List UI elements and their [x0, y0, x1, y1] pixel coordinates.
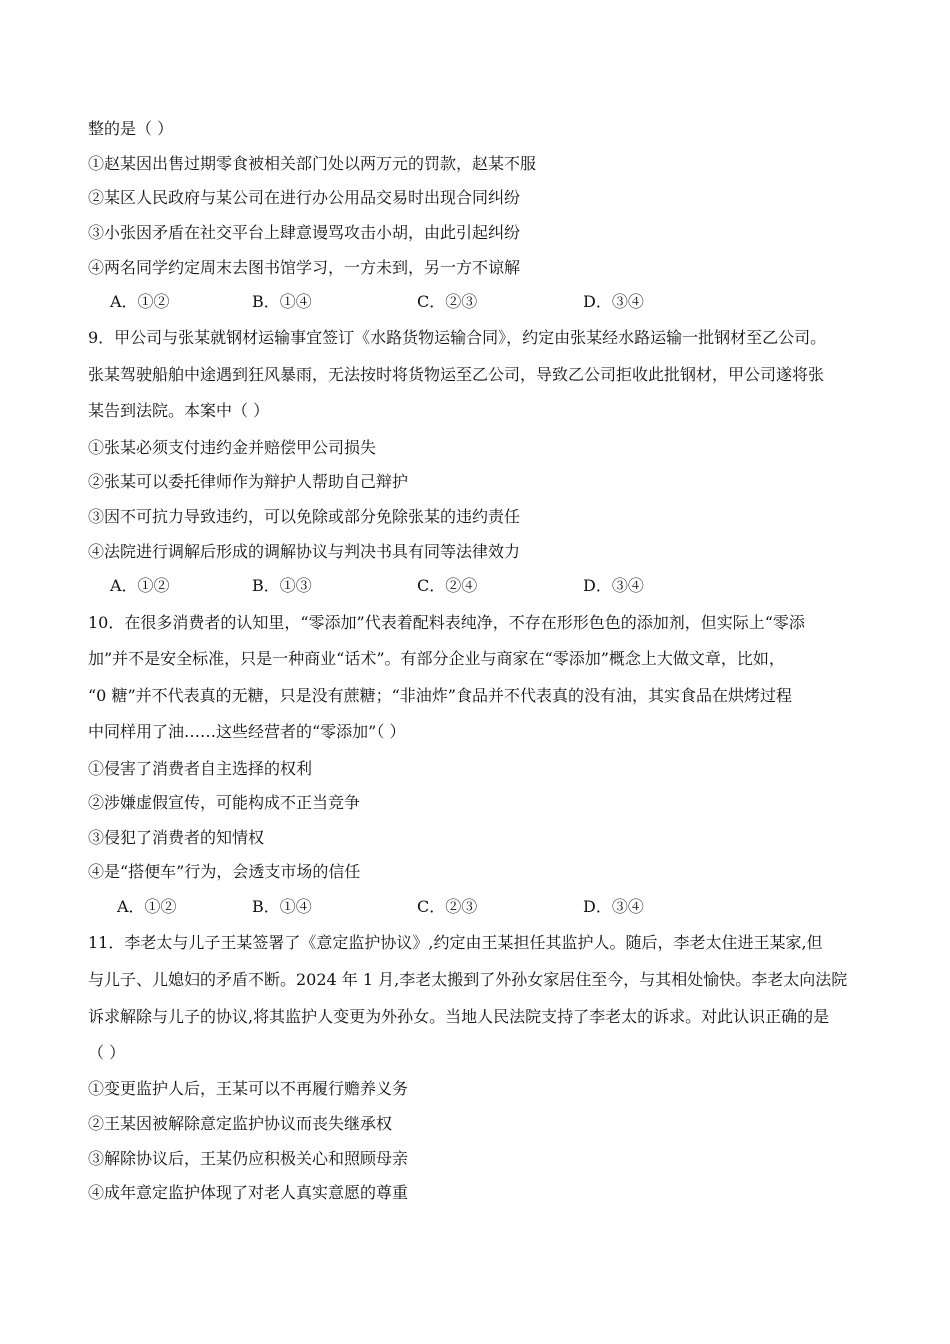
- q9-item-2: ②张某可以委托律师作为辩护人帮助自己辩护: [88, 472, 409, 491]
- q8-item-1: ①赵某因出售过期零食被相关部门处以两万元的罚款，赵某不服: [88, 154, 537, 173]
- q9-stem-line-2: 张某驾驶船舶中途遇到狂风暴雨，无法按时将货物运至乙公司，导致乙公司拒收此批钢材，甲公司遂将张: [88, 365, 825, 384]
- q9-option-b: B．①③: [252, 576, 312, 595]
- q10-item-1: ①侵害了消费者自主选择的权利: [88, 759, 313, 778]
- q11-item-2: ②王某因被解除意定监护协议而丧失继承权: [88, 1114, 393, 1133]
- q10-stem-line-2: 加”并不是安全标准，只是一种商业“话术”。有部分企业与商家在“零添加”概念上大做文章，比如，: [88, 649, 785, 668]
- q11-stem-line-2: 与儿子、儿媳妇的矛盾不断。2024 年 1 月,李老太搬到了外孙女家居住至今，与其相处愉快。李老太向法院: [88, 970, 848, 989]
- q8-item-3: ③小张因矛盾在社交平台上肆意谩骂攻击小胡，由此引起纠纷: [88, 223, 521, 242]
- q10-option-a: A．①②: [117, 897, 177, 916]
- q8-stem-end: 整的是（ ）: [88, 119, 174, 138]
- q9-option-a: A．①②: [110, 576, 170, 595]
- q9-item-4: ④法院进行调解后形成的调解协议与判决书具有同等法律效力: [88, 542, 521, 561]
- q8-option-b: B．①④: [252, 292, 312, 311]
- q10-stem-line-3: “0 糖”并不代表真的无糖，只是没有蔗糖；“非油炸”食品并不代表真的没有油，其实食品在烘烤过程: [88, 686, 792, 705]
- q10-item-2: ②涉嫌虚假宣传，可能构成不正当竞争: [88, 793, 361, 812]
- q8-option-c: C．②③: [417, 292, 478, 311]
- q8-item-4: ④两名同学约定周末去图书馆学习，一方未到，另一方不谅解: [88, 258, 521, 277]
- q8-option-d: D．③④: [583, 292, 644, 311]
- q10-item-4: ④是“搭便车”行为，会透支市场的信任: [88, 862, 361, 881]
- q10-option-d: D．③④: [583, 897, 644, 916]
- q9-item-3: ③因不可抗力导致违约，可以免除或部分免除张某的违约责任: [88, 507, 521, 526]
- q10-option-b: B．①④: [252, 897, 312, 916]
- q11-stem-line-3: 诉求解除与儿子的协议,将其监护人变更为外孙女。当地人民法院支持了李老太的诉求。对此认识正确的是: [88, 1007, 830, 1026]
- q10-item-3: ③侵犯了消费者的知情权: [88, 828, 265, 847]
- q11-stem-line-1: 11．李老太与儿子王某签署了《意定监护协议》,约定由王某担任其监护人。随后，李老太住进王某家,但: [88, 933, 823, 952]
- q10-option-c: C．②③: [417, 897, 478, 916]
- q11-item-4: ④成年意定监护体现了对老人真实意愿的尊重: [88, 1183, 409, 1202]
- q9-option-c: C．②④: [417, 576, 478, 595]
- q8-item-2: ②某区人民政府与某公司在进行办公用品交易时出现合同纠纷: [88, 188, 521, 207]
- q9-stem-line-3: 某告到法院。本案中（ ）: [88, 401, 270, 420]
- q10-stem-line-4: 中同样用了油……这些经营者的“零添加”（ ）: [88, 722, 406, 741]
- q11-item-1: ①变更监护人后，王某可以不再履行赡养义务: [88, 1079, 409, 1098]
- q9-item-1: ①张某必须支付违约金并赔偿甲公司损失: [88, 438, 377, 457]
- q9-stem-line-1: 9．甲公司与张某就钢材运输事宜签订《水路货物运输合同》，约定由张某经水路运输一批钢材至乙公司。: [88, 328, 827, 347]
- q8-option-a: A．①②: [110, 292, 170, 311]
- q11-stem-line-4: （ ）: [88, 1043, 126, 1062]
- q9-option-d: D．③④: [583, 576, 644, 595]
- q10-stem-line-1: 10．在很多消费者的认知里，“零添加”代表着配料表纯净，不存在形形色色的添加剂，但实际上“零添: [88, 613, 805, 632]
- q11-item-3: ③解除协议后，王某仍应积极关心和照顾母亲: [88, 1149, 409, 1168]
